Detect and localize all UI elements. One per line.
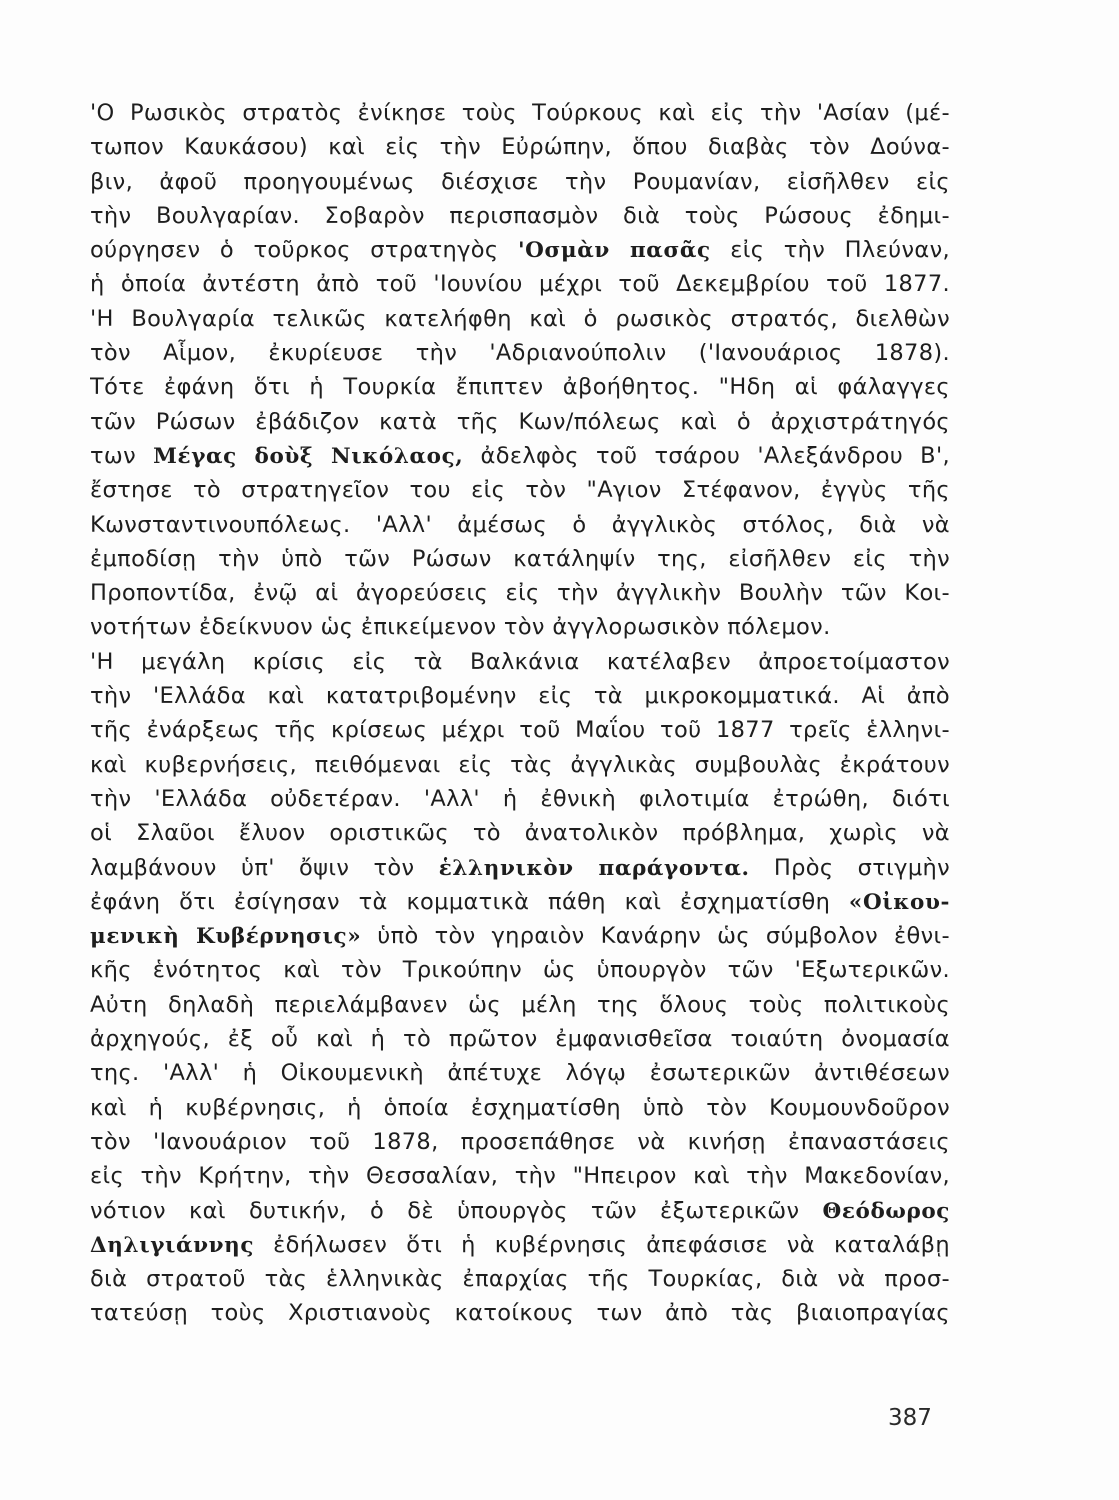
text-run: Τότε ἐφάνη ὅτι ἡ Τουρκία ἔπιπτεν ἀβοήθητος. "Ηδη αἱ φάλαγγες	[90, 374, 950, 401]
bold-phrase: «Οἰκου-	[848, 889, 950, 915]
text-run: τὴν Βουλγαρίαν. Σοβαρὸν περισπασμὸν διὰ τοὺς Ρώσους ἐδημι-	[90, 202, 950, 229]
text-line	[90, 953, 950, 987]
bold-name: Δηλιγιάννης	[90, 1232, 255, 1258]
text-run: ἡ ὁποία ἀντέστη ἀπὸ τοῦ 'Ιουνίου μέχρι τοῦ Δεκεμβρίου τοῦ 1877.	[90, 271, 950, 298]
text-run: διὰ στρατοῦ τὰς ἑλληνικὰς ἐπαρχίας τῆς Τουρκίας, διὰ νὰ προσ-	[90, 1266, 950, 1293]
text-run: της. 'Αλλ' ἡ Οἰκουμενικὴ ἀπέτυχε λόγῳ ἐσωτερικῶν ἀντιθέσεων	[90, 1060, 950, 1087]
text-run: 'Η μεγάλη κρίσις εἰς τὰ Βαλκάνια κατέλαβεν ἀπροετοίμαστον	[90, 648, 950, 675]
text-run: τατεύσῃ τοὺς Χριστιανοὺς κατοίκους των ἀπὸ τὰς βιαιοπραγίας	[90, 1300, 950, 1327]
text-line	[90, 713, 950, 747]
text-line	[90, 542, 950, 576]
text-line	[90, 1194, 950, 1228]
text-line	[90, 370, 950, 404]
text-run: Πρὸς στιγμὴν	[749, 854, 950, 881]
text-run: λαμβάνουν ὑπ' ὄψιν τὸν	[90, 854, 439, 881]
text-run: νοτήτων ἐδείκνυον ὡς ἐπικείμενον τὸν ἀγγλορωσικὸν πόλεμον.	[90, 614, 831, 641]
text-line	[90, 473, 950, 507]
text-line	[90, 336, 950, 370]
text-run: ἀρχηγούς, ἐξ οὗ καὶ ἡ τὸ πρῶτον ἐμφανισθεῖσα τοιαύτη ὀνομασία	[90, 1026, 950, 1053]
text-run: Αὐτη δηλαδὴ περιελάμβανεν ὡς μέλη της ὅλους τοὺς πολιτικοὺς	[90, 991, 950, 1018]
text-run: τῶν Ρώσων ἐβάδιζον κατὰ τῆς Κων/πόλεως καὶ ὁ ἀρχιστράτηγός	[90, 408, 950, 435]
text-run: ἔστησε τὸ στρατηγεῖον του εἰς τὸν "Αγιον Στέφανον, ἐγγὺς τῆς	[90, 477, 950, 504]
text-line	[90, 816, 950, 850]
text-run: βιν, ἀφοῦ προηγουμένως διέσχισε τὴν Ρουμανίαν, εἰσῆλθεν εἰς	[90, 168, 950, 195]
text-run: τὸν 'Ιανουάριον τοῦ 1878, προσεπάθησε νὰ κινήσῃ ἐπαναστάσεις	[90, 1128, 950, 1155]
bold-name: Θεόδωρος	[822, 1198, 950, 1224]
text-line	[90, 439, 950, 473]
bold-name: 'Οσμὰν πασᾶς	[517, 238, 711, 264]
text-run: ούργησεν ὁ τοῦρκος στρατηγὸς	[90, 237, 518, 264]
text-line	[90, 645, 950, 679]
text-line	[90, 1159, 950, 1193]
text-run: εἰς τὴν Πλεύναν,	[710, 237, 950, 264]
text-run: καὶ ἡ κυβέρνησις, ἡ ὁποία ἐσχηματίσθη ὑπὸ τὸν Κουμουνδοῦρον	[90, 1094, 950, 1121]
text-run: τωπον Καυκάσου) καὶ εἰς τὴν Εὐρώπην, ὅπου διαβὰς τὸν Δούνα-	[90, 134, 950, 161]
text-line	[90, 1296, 950, 1330]
text-line	[90, 1262, 950, 1296]
text-run: εἰς τὴν Κρήτην, τὴν Θεσσαλίαν, τὴν "Ηπειρον καὶ τὴν Μακεδονίαν,	[90, 1163, 950, 1190]
text-line	[90, 1091, 950, 1125]
text-run: 'Ο Ρωσικὸς στρατὸς ἐνίκησε τοὺς Τούρκους καὶ εἰς τὴν 'Ασίαν (μέ-	[90, 100, 950, 126]
text-run: 'Η Βουλγαρία τελικῶς κατελήφθη καὶ ὁ ρωσικὸς στρατός, διελθὼν	[90, 305, 950, 332]
text-line	[90, 508, 950, 542]
text-line	[90, 610, 950, 644]
text-run: Κωνσταντινουπόλεως. 'Αλλ' ἀμέσως ὁ ἀγγλικὸς στόλος, διὰ νὰ	[90, 511, 950, 538]
text-run: καὶ κυβερνήσεις, πειθόμεναι εἰς τὰς ἀγγλικὰς συμβουλὰς ἐκράτουν	[90, 751, 950, 778]
text-run: κῆς ἑνότητος καὶ τὸν Τρικούπην ὡς ὑπουργὸν τῶν 'Εξωτερικῶν.	[90, 957, 950, 984]
text-line	[90, 405, 950, 439]
text-line	[90, 679, 950, 713]
text-run: τῆς ἐνάρξεως τῆς κρίσεως μέχρι τοῦ Μαΐου τοῦ 1877 τρεῖς ἑλληνι-	[90, 717, 950, 744]
body-text	[90, 96, 950, 1331]
text-line	[90, 782, 950, 816]
text-run: ἀδελφὸς τοῦ τσάρου 'Αλεξάνδρου Β',	[463, 442, 950, 469]
text-run: τὴν 'Ελλάδα οὐδετέραν. 'Αλλ' ἡ ἐθνικὴ φιλοτιμία ἐτρώθη, διότι	[90, 785, 950, 812]
bold-phrase: μενικὴ Κυβέρνησις»	[90, 924, 362, 950]
text-run: Προποντίδα, ἐνῷ αἱ ἀγορεύσεις εἰς τὴν ἀγγλικὴν Βουλὴν τῶν Κοι-	[90, 580, 950, 607]
text-line	[90, 885, 950, 919]
text-line	[90, 165, 950, 199]
text-run: ἐμποδίσῃ τὴν ὑπὸ τῶν Ρώσων κατάληψίν της, εἰσῆλθεν εἰς τὴν	[90, 545, 950, 572]
page-number: 387	[888, 1405, 932, 1431]
text-line	[90, 576, 950, 610]
bold-name: Μέγας δοὺξ Νικόλαος,	[153, 443, 464, 469]
text-line	[90, 302, 950, 336]
text-line	[90, 199, 950, 233]
text-run: νότιον καὶ δυτικήν, ὁ δὲ ὑπουργὸς τῶν ἐξωτερικῶν	[90, 1197, 823, 1224]
text-run: ὑπὸ τὸν γηραιὸν Κανάρην ὡς σύμβολον ἐθνι-	[361, 923, 950, 950]
text-line	[90, 1056, 950, 1090]
text-line	[90, 130, 950, 164]
text-line	[90, 1125, 950, 1159]
text-line	[90, 748, 950, 782]
text-line	[90, 919, 950, 953]
text-run: τὸν Αἷμον, ἐκυρίευσε τὴν 'Αδριανούπολιν ('Ιανουάριος 1878).	[90, 340, 950, 367]
text-run: ἐδήλωσεν ὅτι ἡ κυβέρνησις ἀπεφάσισε νὰ καταλάβῃ	[254, 1231, 950, 1258]
text-run: ἐφάνη ὅτι ἐσίγησαν τὰ κομματικὰ πάθη καὶ ἐσχηματίσθη	[90, 888, 849, 915]
text-run: οἱ Σλαῦοι ἔλυον οριστικῶς τὸ ἀνατολικὸν πρόβλημα, χωρὶς νὰ	[90, 820, 950, 847]
text-line	[90, 96, 950, 130]
text-line	[90, 1022, 950, 1056]
text-run: τὴν 'Ελλάδα καὶ κατατριβομένην εἰς τὰ μικροκομματικά. Αἱ ἀπὸ	[90, 683, 950, 710]
text-line	[90, 1228, 950, 1262]
text-line	[90, 988, 950, 1022]
text-line	[90, 851, 950, 885]
text-line	[90, 233, 950, 267]
text-line	[90, 267, 950, 301]
bold-phrase: ἑλληνικὸν παράγοντα.	[438, 855, 750, 881]
text-run: των	[90, 442, 154, 469]
